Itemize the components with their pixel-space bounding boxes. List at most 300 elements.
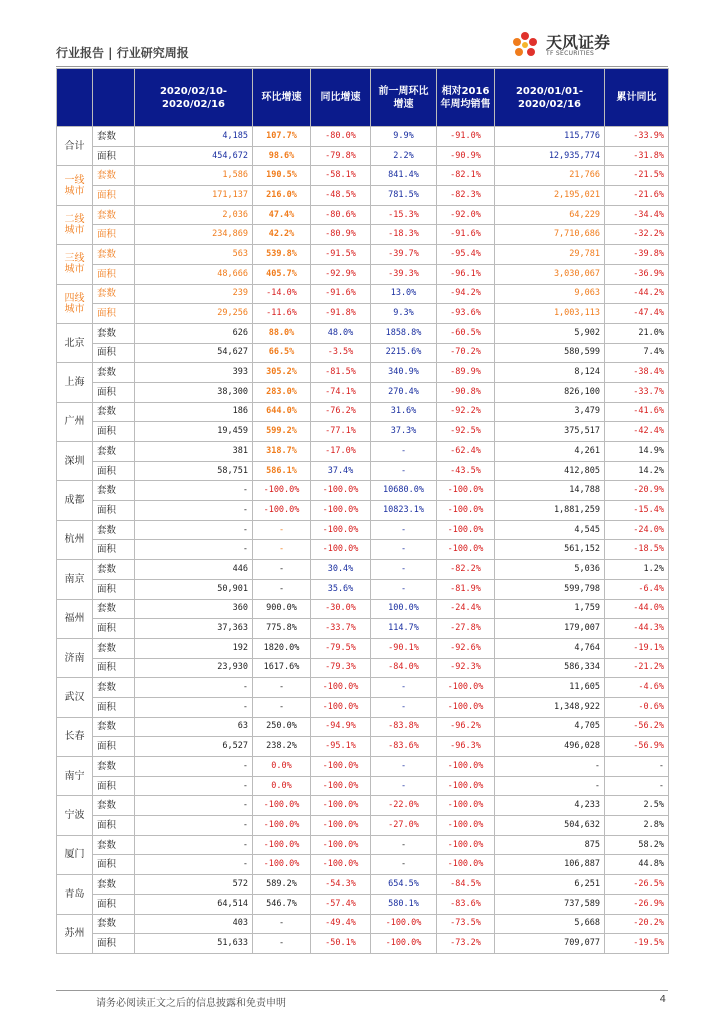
data-cell: 37,363 xyxy=(135,619,253,639)
data-cell: -100.0% xyxy=(253,481,311,501)
data-cell: -73.5% xyxy=(437,914,495,934)
data-cell: 4,233 xyxy=(495,796,605,816)
data-cell: -81.5% xyxy=(311,363,371,383)
data-cell: -44.0% xyxy=(605,599,669,619)
data-cell: - xyxy=(495,757,605,777)
data-cell: - xyxy=(135,796,253,816)
data-cell: 44.8% xyxy=(605,855,669,875)
metric-label: 面积 xyxy=(93,186,135,206)
data-cell: -83.6% xyxy=(371,737,437,757)
data-cell: -100.0% xyxy=(253,855,311,875)
data-cell: 405.7% xyxy=(253,264,311,284)
metric-label: 套数 xyxy=(93,875,135,895)
data-cell: -100.0% xyxy=(437,855,495,875)
data-cell: 47.4% xyxy=(253,205,311,225)
data-cell: - xyxy=(135,697,253,717)
data-cell: -90.1% xyxy=(371,638,437,658)
table-row xyxy=(57,796,669,816)
table-row xyxy=(57,205,669,225)
table-row xyxy=(57,501,669,521)
data-cell: 9.3% xyxy=(371,304,437,324)
table-row xyxy=(57,442,669,462)
data-cell: -33.7% xyxy=(311,619,371,639)
metric-label: 套数 xyxy=(93,166,135,186)
data-cell: -100.0% xyxy=(437,501,495,521)
table-row xyxy=(57,461,669,481)
data-cell: 37.4% xyxy=(311,461,371,481)
data-cell: -100.0% xyxy=(437,481,495,501)
data-cell: -100.0% xyxy=(253,796,311,816)
data-cell: -100.0% xyxy=(437,835,495,855)
data-cell: 1,881,259 xyxy=(495,501,605,521)
data-cell: 900.0% xyxy=(253,599,311,619)
metric-label: 套数 xyxy=(93,560,135,580)
data-cell: -32.2% xyxy=(605,225,669,245)
data-cell: -91.8% xyxy=(311,304,371,324)
table-row xyxy=(57,166,669,186)
data-cell: 114.7% xyxy=(371,619,437,639)
data-cell: -91.6% xyxy=(311,284,371,304)
data-cell: 192 xyxy=(135,638,253,658)
data-cell: - xyxy=(605,757,669,777)
data-cell: -82.1% xyxy=(437,166,495,186)
data-cell: 875 xyxy=(495,835,605,855)
data-cell: -80.6% xyxy=(311,205,371,225)
data-cell: -83.8% xyxy=(371,717,437,737)
data-cell: 54,627 xyxy=(135,343,253,363)
data-cell: 186 xyxy=(135,402,253,422)
data-cell: 38,300 xyxy=(135,382,253,402)
metric-label: 套数 xyxy=(93,323,135,343)
data-cell: 403 xyxy=(135,914,253,934)
table-row xyxy=(57,323,669,343)
data-cell: - xyxy=(371,540,437,560)
data-cell: -34.4% xyxy=(605,205,669,225)
metric-label: 套数 xyxy=(93,245,135,265)
data-cell: 2.5% xyxy=(605,796,669,816)
data-cell: 58,751 xyxy=(135,461,253,481)
data-cell: - xyxy=(371,442,437,462)
metric-label: 面积 xyxy=(93,737,135,757)
metric-label: 套数 xyxy=(93,678,135,698)
data-cell: 10823.1% xyxy=(371,501,437,521)
city-name: 上海 xyxy=(57,363,93,402)
data-cell: 63 xyxy=(135,717,253,737)
data-cell: 13.0% xyxy=(371,284,437,304)
data-cell: -21.6% xyxy=(605,186,669,206)
data-cell: -100.0% xyxy=(437,697,495,717)
table-row xyxy=(57,402,669,422)
data-cell: -31.8% xyxy=(605,146,669,166)
metric-label: 套数 xyxy=(93,481,135,501)
data-cell: 51,633 xyxy=(135,934,253,954)
data-cell: 21,766 xyxy=(495,166,605,186)
data-cell: -6.4% xyxy=(605,579,669,599)
data-cell: -92.5% xyxy=(437,422,495,442)
data-cell: -94.2% xyxy=(437,284,495,304)
data-cell: 171,137 xyxy=(135,186,253,206)
table-row xyxy=(57,638,669,658)
table-row xyxy=(57,934,669,954)
data-cell: - xyxy=(253,540,311,560)
data-cell: 1.2% xyxy=(605,560,669,580)
data-cell: -92.9% xyxy=(311,264,371,284)
data-cell: 0.0% xyxy=(253,776,311,796)
data-cell: -74.1% xyxy=(311,382,371,402)
data-cell: -95.4% xyxy=(437,245,495,265)
data-cell: 5,668 xyxy=(495,914,605,934)
data-cell: 23,930 xyxy=(135,658,253,678)
data-cell: 454,672 xyxy=(135,146,253,166)
data-cell: -36.9% xyxy=(605,264,669,284)
table-row xyxy=(57,146,669,166)
metric-label: 面积 xyxy=(93,816,135,836)
data-cell: -54.3% xyxy=(311,875,371,895)
data-cell: 446 xyxy=(135,560,253,580)
data-cell: 504,632 xyxy=(495,816,605,836)
table-row xyxy=(57,422,669,442)
data-cell: 654.5% xyxy=(371,875,437,895)
data-cell: - xyxy=(371,461,437,481)
table-header-row xyxy=(57,69,669,127)
data-cell: 4,705 xyxy=(495,717,605,737)
logo-flower-icon xyxy=(508,28,542,62)
data-cell: 29,256 xyxy=(135,304,253,324)
data-cell: -21.5% xyxy=(605,166,669,186)
table-row xyxy=(57,363,669,383)
metric-label: 套数 xyxy=(93,205,135,225)
data-cell: 6,251 xyxy=(495,875,605,895)
data-cell: - xyxy=(135,501,253,521)
city-name: 三线城市 xyxy=(57,245,93,284)
data-cell: -100.0% xyxy=(253,816,311,836)
data-cell: -100.0% xyxy=(311,501,371,521)
table-row xyxy=(57,737,669,757)
metric-label: 面积 xyxy=(93,422,135,442)
data-cell: 48,666 xyxy=(135,264,253,284)
table-row xyxy=(57,481,669,501)
col-header-yoy: 同比增速 xyxy=(311,69,371,127)
data-cell: -17.0% xyxy=(311,442,371,462)
data-cell: - xyxy=(253,520,311,540)
metric-label: 套数 xyxy=(93,638,135,658)
data-cell: 106,887 xyxy=(495,855,605,875)
data-cell: -100.0% xyxy=(437,678,495,698)
data-cell: 9,063 xyxy=(495,284,605,304)
data-cell: -15.4% xyxy=(605,501,669,521)
data-cell: 3,030,067 xyxy=(495,264,605,284)
data-cell: 4,261 xyxy=(495,442,605,462)
col-header-city xyxy=(57,69,93,127)
data-cell: 1,586 xyxy=(135,166,253,186)
data-cell: 1,348,922 xyxy=(495,697,605,717)
data-cell: -56.2% xyxy=(605,717,669,737)
data-cell: -58.1% xyxy=(311,166,371,186)
data-cell: 66.5% xyxy=(253,343,311,363)
data-cell: -50.1% xyxy=(311,934,371,954)
data-cell: -42.4% xyxy=(605,422,669,442)
city-name: 福州 xyxy=(57,599,93,638)
data-cell: -3.5% xyxy=(311,343,371,363)
metric-label: 面积 xyxy=(93,697,135,717)
data-cell: - xyxy=(371,757,437,777)
data-cell: 11,605 xyxy=(495,678,605,698)
metric-label: 面积 xyxy=(93,855,135,875)
data-cell: -76.2% xyxy=(311,402,371,422)
data-cell: 360 xyxy=(135,599,253,619)
data-cell: -79.5% xyxy=(311,638,371,658)
data-cell: -100.0% xyxy=(253,835,311,855)
data-cell: 496,028 xyxy=(495,737,605,757)
data-cell: 2,195,021 xyxy=(495,186,605,206)
data-cell: -91.5% xyxy=(311,245,371,265)
table-row xyxy=(57,835,669,855)
data-cell: -41.6% xyxy=(605,402,669,422)
data-cell: -79.3% xyxy=(311,658,371,678)
data-cell: 539.8% xyxy=(253,245,311,265)
data-cell: 21.0% xyxy=(605,323,669,343)
data-cell: -14.0% xyxy=(253,284,311,304)
data-cell: -92.3% xyxy=(437,658,495,678)
data-cell: -48.5% xyxy=(311,186,371,206)
header-divider xyxy=(56,66,668,67)
logo-text-en: TF SECURITIES xyxy=(546,50,595,57)
data-cell: -77.1% xyxy=(311,422,371,442)
data-cell: 30.4% xyxy=(311,560,371,580)
data-cell: 216.0% xyxy=(253,186,311,206)
data-cell: 239 xyxy=(135,284,253,304)
data-cell: 1,759 xyxy=(495,599,605,619)
city-name: 长春 xyxy=(57,717,93,756)
metric-label: 面积 xyxy=(93,501,135,521)
metric-label: 面积 xyxy=(93,894,135,914)
data-cell: - xyxy=(371,678,437,698)
data-cell: -24.4% xyxy=(437,599,495,619)
data-cell: 4,545 xyxy=(495,520,605,540)
table-row xyxy=(57,776,669,796)
data-cell: - xyxy=(253,560,311,580)
city-name: 广州 xyxy=(57,402,93,441)
data-cell: -100.0% xyxy=(437,520,495,540)
data-cell: 12,935,774 xyxy=(495,146,605,166)
page-number: 4 xyxy=(659,994,666,1005)
col-header-wow: 环比增速 xyxy=(253,69,311,127)
data-cell: -83.6% xyxy=(437,894,495,914)
metric-label: 面积 xyxy=(93,540,135,560)
data-cell: 5,036 xyxy=(495,560,605,580)
data-cell: - xyxy=(135,540,253,560)
data-cell: -21.2% xyxy=(605,658,669,678)
data-cell: -100.0% xyxy=(371,914,437,934)
metric-label: 面积 xyxy=(93,776,135,796)
table-row xyxy=(57,599,669,619)
city-name: 合计 xyxy=(57,127,93,166)
data-cell: - xyxy=(135,520,253,540)
data-cell: -73.2% xyxy=(437,934,495,954)
data-cell: -82.3% xyxy=(437,186,495,206)
data-cell: 100.0% xyxy=(371,599,437,619)
data-cell: 580,599 xyxy=(495,343,605,363)
data-cell: -100.0% xyxy=(311,757,371,777)
data-cell: 644.0% xyxy=(253,402,311,422)
data-cell: -18.5% xyxy=(605,540,669,560)
metric-label: 套数 xyxy=(93,284,135,304)
city-name: 四线城市 xyxy=(57,284,93,323)
metric-label: 套数 xyxy=(93,442,135,462)
data-cell: -100.0% xyxy=(437,540,495,560)
data-cell: - xyxy=(135,816,253,836)
metric-label: 面积 xyxy=(93,343,135,363)
data-cell: 775.8% xyxy=(253,619,311,639)
data-cell: 561,152 xyxy=(495,540,605,560)
housing-sales-table xyxy=(56,68,669,954)
data-cell: 7.4% xyxy=(605,343,669,363)
city-name: 南京 xyxy=(57,560,93,599)
data-cell: - xyxy=(371,776,437,796)
data-cell: 10680.0% xyxy=(371,481,437,501)
table-row xyxy=(57,186,669,206)
data-cell: -95.1% xyxy=(311,737,371,757)
table-row xyxy=(57,757,669,777)
city-name: 二线城市 xyxy=(57,205,93,244)
data-cell: 283.0% xyxy=(253,382,311,402)
data-cell: - xyxy=(135,481,253,501)
data-cell: 599.2% xyxy=(253,422,311,442)
table-row xyxy=(57,127,669,147)
data-cell: 781.5% xyxy=(371,186,437,206)
table-row xyxy=(57,855,669,875)
data-cell: 19,459 xyxy=(135,422,253,442)
data-cell: -49.4% xyxy=(311,914,371,934)
data-cell: - xyxy=(371,697,437,717)
data-cell: - xyxy=(253,914,311,934)
data-cell: 589.2% xyxy=(253,875,311,895)
data-cell: 1820.0% xyxy=(253,638,311,658)
data-cell: -92.6% xyxy=(437,638,495,658)
data-cell: -70.2% xyxy=(437,343,495,363)
data-cell: 1858.8% xyxy=(371,323,437,343)
data-cell: 709,077 xyxy=(495,934,605,954)
data-cell: 58.2% xyxy=(605,835,669,855)
metric-label: 套数 xyxy=(93,757,135,777)
table-row xyxy=(57,264,669,284)
data-cell: -0.6% xyxy=(605,697,669,717)
data-cell: -27.8% xyxy=(437,619,495,639)
data-cell: -22.0% xyxy=(371,796,437,816)
data-cell: 1,003,113 xyxy=(495,304,605,324)
data-cell: -84.5% xyxy=(437,875,495,895)
logo-text-cn: 天风证券 xyxy=(546,33,611,52)
company-logo xyxy=(508,26,668,66)
data-cell: - xyxy=(253,934,311,954)
table-row xyxy=(57,343,669,363)
data-cell: 42.2% xyxy=(253,225,311,245)
data-cell: 14.2% xyxy=(605,461,669,481)
table-row xyxy=(57,382,669,402)
metric-label: 面积 xyxy=(93,934,135,954)
city-name: 南宁 xyxy=(57,757,93,796)
data-cell: -100.0% xyxy=(253,501,311,521)
data-cell: 8,124 xyxy=(495,363,605,383)
metric-label: 面积 xyxy=(93,225,135,245)
data-cell: -91.0% xyxy=(437,127,495,147)
city-name: 杭州 xyxy=(57,520,93,559)
city-name: 厦门 xyxy=(57,835,93,874)
data-cell: 270.4% xyxy=(371,382,437,402)
data-cell: -4.6% xyxy=(605,678,669,698)
metric-label: 套数 xyxy=(93,520,135,540)
data-cell: 586,334 xyxy=(495,658,605,678)
city-name: 成都 xyxy=(57,481,93,520)
city-name: 青岛 xyxy=(57,875,93,914)
metric-label: 套数 xyxy=(93,127,135,147)
data-cell: 626 xyxy=(135,323,253,343)
metric-label: 面积 xyxy=(93,461,135,481)
data-cell: 572 xyxy=(135,875,253,895)
metric-label: 套数 xyxy=(93,796,135,816)
data-cell: 381 xyxy=(135,442,253,462)
data-cell: -96.1% xyxy=(437,264,495,284)
data-cell: 37.3% xyxy=(371,422,437,442)
metric-label: 套数 xyxy=(93,402,135,422)
data-cell: 9.9% xyxy=(371,127,437,147)
data-cell: 64,229 xyxy=(495,205,605,225)
data-cell: 14.9% xyxy=(605,442,669,462)
data-cell: -82.2% xyxy=(437,560,495,580)
metric-label: 套数 xyxy=(93,914,135,934)
data-cell: 31.6% xyxy=(371,402,437,422)
data-cell: -100.0% xyxy=(437,757,495,777)
table-row xyxy=(57,914,669,934)
data-cell: - xyxy=(253,697,311,717)
data-cell: -100.0% xyxy=(311,540,371,560)
city-name: 宁波 xyxy=(57,796,93,835)
table-row xyxy=(57,304,669,324)
table-row xyxy=(57,245,669,265)
report-category: 行业报告 | 行业研究周报 xyxy=(56,46,189,60)
data-cell: -100.0% xyxy=(311,678,371,698)
data-cell: -26.9% xyxy=(605,894,669,914)
metric-label: 套数 xyxy=(93,599,135,619)
data-cell: -90.9% xyxy=(437,146,495,166)
data-cell: 5,902 xyxy=(495,323,605,343)
data-cell: -100.0% xyxy=(311,835,371,855)
footer-divider xyxy=(56,990,668,991)
data-cell: -18.3% xyxy=(371,225,437,245)
table-row xyxy=(57,717,669,737)
data-cell: -39.8% xyxy=(605,245,669,265)
data-cell: 599,798 xyxy=(495,579,605,599)
data-cell: -39.3% xyxy=(371,264,437,284)
metric-label: 套数 xyxy=(93,717,135,737)
data-cell: 6,527 xyxy=(135,737,253,757)
data-cell: 586.1% xyxy=(253,461,311,481)
data-cell: -100.0% xyxy=(311,776,371,796)
table-row xyxy=(57,619,669,639)
data-cell: - xyxy=(253,579,311,599)
data-cell: -33.7% xyxy=(605,382,669,402)
data-cell: 0.0% xyxy=(253,757,311,777)
city-name: 苏州 xyxy=(57,914,93,953)
metric-label: 面积 xyxy=(93,382,135,402)
page-header xyxy=(56,33,668,66)
data-cell: 563 xyxy=(135,245,253,265)
data-cell: -100.0% xyxy=(437,796,495,816)
data-cell: -43.5% xyxy=(437,461,495,481)
data-cell: 3,479 xyxy=(495,402,605,422)
table-row xyxy=(57,520,669,540)
data-cell: -100.0% xyxy=(311,855,371,875)
